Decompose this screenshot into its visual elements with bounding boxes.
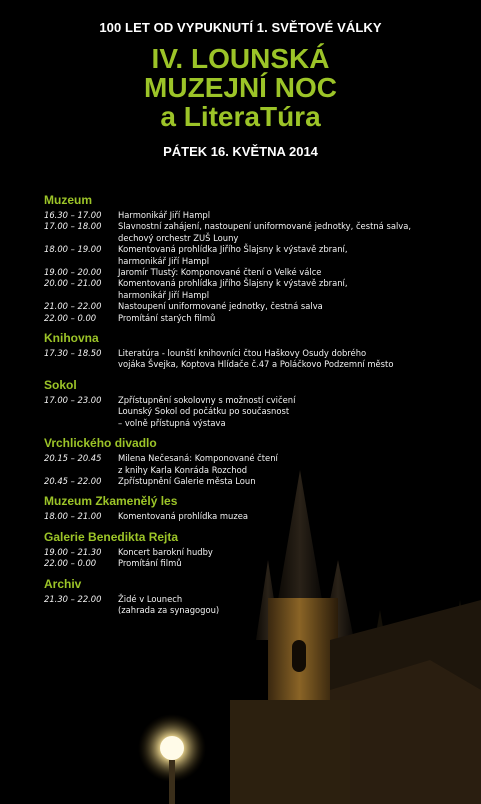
section-galerie-benedikta-rejta — [44, 530, 474, 570]
event-time: 17.30 – 18.50 — [44, 348, 102, 359]
tower-window — [292, 640, 306, 672]
section-muzeum-zkameneli-les — [44, 494, 474, 522]
event-time: 20.15 – 20.45 — [44, 453, 102, 464]
event-row — [44, 267, 474, 278]
event-date: PÁTEK 16. KVĚTNA 2014 — [163, 144, 318, 159]
section-sokol — [44, 378, 474, 429]
title-line-2: MUZEJNÍ NOC — [144, 72, 337, 103]
section-title: Knihovna — [44, 331, 99, 346]
event-time: 21.30 – 22.00 — [44, 593, 102, 604]
event-text: Promítání starých filmů — [118, 312, 216, 323]
event-row — [44, 244, 474, 267]
event-time: 17.00 – 23.00 — [44, 394, 102, 405]
event-row — [44, 313, 474, 324]
event-text: Promítání filmů — [118, 558, 182, 569]
event-text: Milena Nečesaná: Komponované čtení z knihy Karla Konráda Rozchod — [118, 453, 278, 475]
program-list — [44, 193, 474, 623]
nave-wall — [230, 700, 350, 804]
event-time: 22.00 – 0.00 — [44, 312, 97, 323]
section-title: Vrchlického divadlo — [44, 436, 157, 451]
event-text: Komentovaná prohlídka Jiřího Šlajsny k výstavě zbraní, harmonikář Jiří Hampl — [118, 278, 348, 300]
event-time: 21.00 – 22.00 — [44, 301, 102, 312]
event-text: Komentovaná prohlídka Jiřího Šlajsny k výstavě zbraní, harmonikář Jiří Hampl — [118, 244, 348, 266]
section-title: Archiv — [44, 576, 82, 591]
event-text: Nastoupení uniformované jednotky, čestná salva — [118, 301, 323, 312]
title-line-3: a LiteraTúra — [160, 101, 321, 132]
section-vrchlickeho-divadlo — [44, 436, 474, 487]
title-line-1: IV. LOUNSKÁ — [151, 43, 330, 74]
event-time: 18.00 – 21.00 — [44, 511, 102, 522]
anniversary-line: 100 LET OD VYPUKNUTÍ 1. SVĚTOVÉ VÁLKY — [99, 20, 382, 35]
event-row — [44, 594, 474, 617]
event-row — [44, 476, 474, 487]
section-knihovna — [44, 331, 474, 371]
event-row — [44, 221, 474, 244]
section-title: Muzeum Zkamenělý les — [44, 494, 178, 509]
event-time: 22.00 – 0.00 — [44, 558, 97, 569]
event-time: 19.00 – 20.00 — [44, 267, 102, 278]
poster-header — [0, 20, 481, 159]
event-text: Komentovaná prohlídka muzea — [118, 511, 249, 522]
section-title: Galerie Benedikta Rejta — [44, 529, 179, 544]
event-title — [0, 44, 481, 131]
event-text: Harmonikář Jiří Hampl — [118, 210, 211, 220]
event-text: Literatúra - lounští knihovníci čtou Haškovy Osudy dobrého vojáka Švejka, Koptova Hlídače č.47 a Poláčkovo Podzemní město — [118, 348, 394, 370]
event-row — [44, 210, 474, 221]
event-text: Zpřístupnění sokolovny s možností cvičení Lounský Sokol od počátku po současnost – volně přístupná výstava — [118, 394, 296, 428]
event-time: 17.00 – 18.00 — [44, 221, 102, 232]
event-text: Židé v Lounech (zahrada za synagogou) — [118, 593, 220, 615]
lamp-post — [169, 760, 175, 804]
event-time: 19.00 – 21.30 — [44, 546, 102, 557]
section-title: Sokol — [44, 377, 77, 392]
event-text: Koncert barokní hudby — [118, 546, 213, 557]
section-title: Muzeum — [44, 193, 92, 207]
event-row — [44, 453, 474, 476]
event-row — [44, 395, 474, 429]
event-text: Slavnostní zahájení, nastoupení uniformované jednotky, čestná salva, dechový orchestr ZUŠ Louny — [118, 221, 412, 243]
section-muzeum — [44, 193, 474, 324]
event-text: Jaromír Tlustý: Komponované čtení o Velké válce — [118, 267, 322, 278]
event-row — [44, 301, 474, 312]
event-row — [44, 278, 474, 301]
event-row — [44, 511, 474, 522]
lamp-bulb — [160, 736, 184, 760]
section-archiv — [44, 577, 474, 617]
event-time: 20.45 – 22.00 — [44, 475, 102, 486]
event-row — [44, 348, 474, 371]
event-text: Zpřístupnění Galerie města Loun — [118, 475, 256, 486]
event-row — [44, 558, 474, 569]
event-time: 16.30 – 17.00 — [44, 210, 102, 220]
event-time: 20.00 – 21.00 — [44, 278, 102, 289]
event-row — [44, 547, 474, 558]
event-time: 18.00 – 19.00 — [44, 244, 102, 255]
